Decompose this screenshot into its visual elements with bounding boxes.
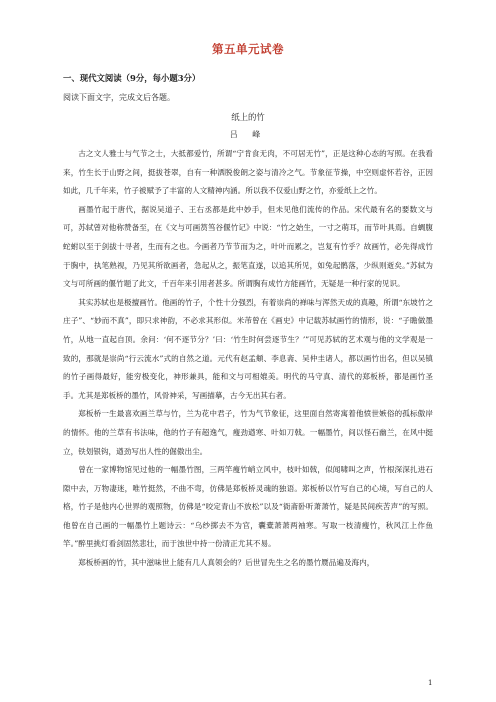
paragraph: 其实苏轼也是极擅画竹。他画的竹子，个性十分强烈，有着崇尚的禅味与浑然天成的真趣，所谓“东坡竹之庄子”、“妙而不真”，即只求神韵，不必求其形似。米芾曾在《画史》中记载苏轼画竹的情形，说：“子瞻做墨竹，从地一直起自顶。余问：‘何不逐节分？’曰：‘竹生时何尝逐节生？’”可见苏轼的艺术观与他的文学观是一致的，那就是崇尚“行云流水”式的自然之道。元代有赵孟頫、李息斋、吴仲圭诸人，都以画竹出名，但以吴镇的竹子画得最好，能穷极变化，神形兼具，能和文与可相媲美。明代的马守真、清代的郑板桥，都是画竹圣手。尤其是郑板桥的墨竹，风骨神采，写画描摹，古今无出其右者。 [63,297,433,400]
paragraph: 郑板桥画的竹，其中滋味世上能有几人真领会的？后世冒先生之名的墨竹赝品遍及海内， [78,558,375,568]
exam-title: 第五单元试卷 [212,42,284,56]
paragraph: 郑板桥一生最喜欢画兰草与竹，兰为花中君子，竹为气节象征，这里面自然寄寓着他愤世嫉俗的孤标傲岸的情怀。他的兰草有书法味，他的竹子有超逸气，瘦劲遒寒、叶如刀戟。一幅墨竹，间以怪石幽兰，在风中挺立，铁划银钩，遒劲写出人性的倔傲出尘。 [63,409,433,456]
paragraph: 画墨竹起于唐代，据说吴道子、王右丞都是此中妙手，但未见他们流传的作品。宋代最有名的要数文与可，苏轼曾对他称赞备至，在《文与可画筼筜谷偃竹记》中说：“竹之始生，一寸之萌耳，而节叶具焉。自蜩腹蛇蚹以至于剑拔十寻者，生而有之也。今画者乃节节而为之，叶叶而累之，岂复有竹乎？故画竹，必先得成竹于胸中，执笔熟视，乃见其所欲画者，急起从之，振笔直遂，以追其所见，如兔起鹘落，少纵则逝矣。”苏轼为文与可所画的偃竹题了此文，千百年来引用者甚多。所谓胸有成竹方能画竹，无疑是一种行家的见识。 [63,204,433,289]
paragraph: 古之文人雅士与气节之士，大抵都爱竹，所谓“宁肯食无肉，不可居无竹”，正是这种心态的写照。在我看来，竹生长于山野之间，挺拔苍翠，自有一种洒脱俊朗之姿与清冷之气。节象征节操，中空则虚怀若谷，正因如此，几千年来，竹子被赋予了丰富的人文精神内涵。所以我不仅爱山野之竹，亦爱纸上之竹。 [63,149,433,196]
instruction-text: 阅读下面文字，完成文后各题。 [63,93,175,102]
section-heading: 一、现代文阅读（9分，每小题3分） [63,73,201,83]
article-body [63,145,433,573]
paragraph: 曾在一家博物馆见过他的一幅墨竹图，三两竿瘦竹峭立风中，枝叶如戟，似闻啸叫之声，竹根深深扎进石隙中去，万物凄迷，唯竹挺然，不曲不弯，仿佛是郑板桥灵魂的独语。郑板桥以竹写自己的心境，写自己的人格，竹子是他内心世界的观照物，仿佛是“咬定青山不放松”以及“衙斋卧听萧萧竹，疑是民间疾苦声”的写照。他曾在自己画的一幅墨竹上题诗云：“乌纱掷去不为官，囊橐萧萧两袖寒。写取一枝清瘦竹，秋风江上作鱼竿。”醉里挑灯看剑固然悲壮，而于浊世中持一份清正尤其不易。 [63,465,433,549]
article-author: 吕 峰 [229,130,267,139]
page-number: 1 [428,679,433,687]
article-title: 纸上的竹 [231,112,265,122]
